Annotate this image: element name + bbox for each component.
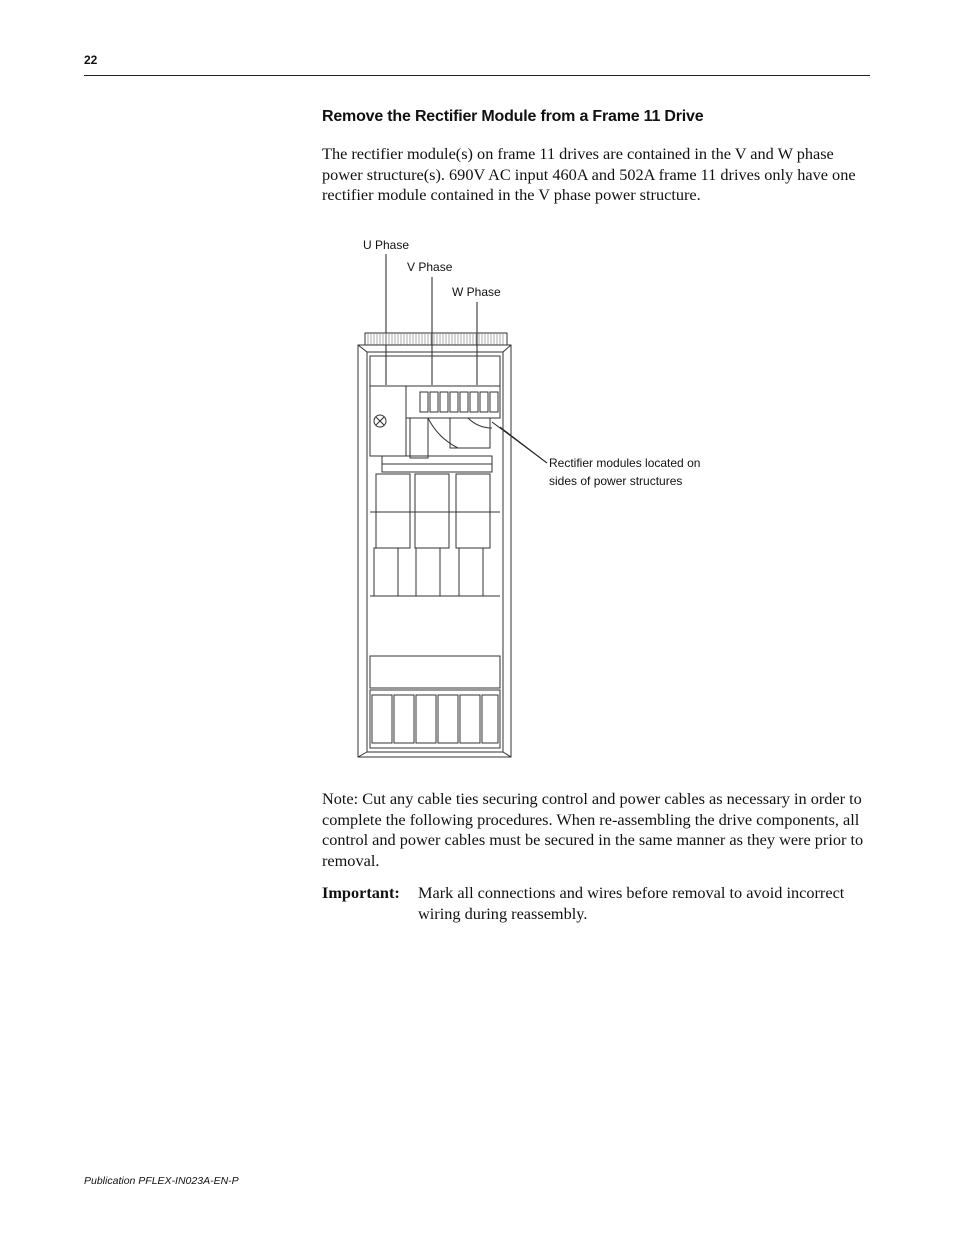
important-block <box>322 883 870 924</box>
publication-footer: Publication PFLEX-IN023A-EN-P <box>84 1175 239 1187</box>
section-title: Remove the Rectifier Module from a Frame 11 Drive <box>322 108 704 125</box>
top-plate <box>370 356 500 386</box>
cabinet <box>358 333 511 757</box>
terminal-strip-top <box>382 456 492 464</box>
drive-cabinet-illustration <box>340 232 720 772</box>
header-rule <box>84 75 870 76</box>
vent-slats <box>368 333 503 345</box>
important-label: Important: <box>322 883 400 902</box>
rectifier-leader-2 <box>500 427 547 463</box>
busbar-terminals <box>420 392 498 412</box>
rectifier-label-line1: Rectifier modules located on <box>549 456 701 470</box>
capacitor-cells <box>372 695 498 743</box>
cable-curve-1 <box>428 418 458 448</box>
power-structure-w <box>456 474 490 596</box>
control-box <box>370 386 406 456</box>
cable-curve-2 <box>468 418 492 428</box>
important-text: Mark all connections and wires before removal to avoid incorrect wiring during reassembly. <box>418 883 845 923</box>
rectifier-box <box>450 418 490 448</box>
u-phase-label: U Phase <box>363 238 410 252</box>
drive-cabinet-figure <box>340 232 720 772</box>
terminal-strip-bottom <box>382 464 492 472</box>
w-phase-label: W Phase <box>452 285 501 299</box>
v-phase-label: V Phase <box>407 260 453 274</box>
intro-paragraph: The rectifier module(s) on frame 11 drives are contained in the V and W phase power structure(s). 690V AC input 460A and 502A frame 11 drives only have one rectifier module contained in the V phase power structure. <box>322 144 856 205</box>
page-number: 22 <box>84 53 98 67</box>
power-structure-v <box>415 474 449 596</box>
cable-duct-left <box>410 418 428 458</box>
power-structure-u <box>374 474 410 596</box>
rectifier-label-line2: sides of power structures <box>549 474 683 488</box>
lower-plate <box>370 656 500 688</box>
note-paragraph: Note: Cut any cable ties securing control and power cables as necessary in order to complete the following procedures. When re-assembling the drive components, all control and power cables must be secured in the same manner as they were prior to removal. <box>322 789 864 870</box>
